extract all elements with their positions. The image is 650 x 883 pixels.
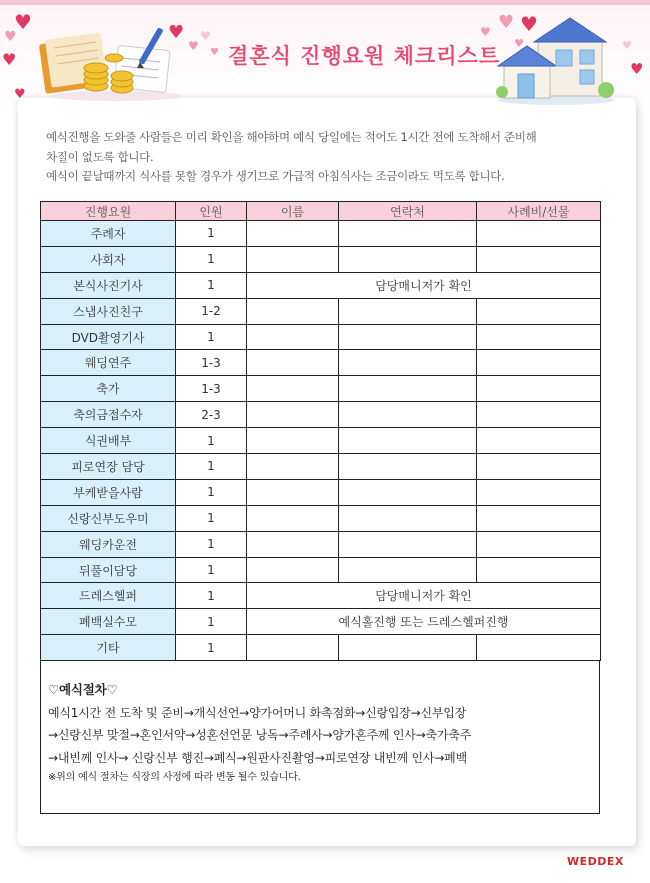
fee-gift-cell[interactable]: [477, 479, 601, 505]
name-cell[interactable]: [247, 635, 339, 661]
note-cell: 예식홀진행 또는 드레스헬퍼진행: [247, 609, 601, 635]
name-cell[interactable]: [247, 324, 339, 350]
fee-gift-cell[interactable]: [477, 428, 601, 454]
heart-icon: ♥: [4, 29, 17, 45]
role-cell: 피로연장 담당: [41, 454, 176, 480]
name-cell[interactable]: [247, 298, 339, 324]
contact-cell[interactable]: [339, 479, 477, 505]
procedure-line: 예식1시간 전 도착 및 준비→개식선언→양가어머니 화촉점화→신랑입장→신부입장: [48, 705, 467, 720]
role-cell: 웨딩연주: [41, 350, 176, 376]
name-cell[interactable]: [247, 454, 339, 480]
contact-cell[interactable]: [339, 557, 477, 583]
name-cell[interactable]: [247, 221, 339, 247]
header-count: 인원: [176, 202, 247, 221]
contact-cell[interactable]: [339, 454, 477, 480]
table-row: [41, 479, 601, 505]
heart-icon: ♥: [200, 29, 211, 43]
fee-gift-cell[interactable]: [477, 402, 601, 428]
name-cell[interactable]: [247, 376, 339, 402]
table-row: [41, 454, 601, 480]
table-row: [41, 531, 601, 557]
role-cell: 부케받을사람: [41, 479, 176, 505]
fee-gift-cell[interactable]: [477, 324, 601, 350]
procedure-line: →신랑신부 맞절→혼인서약→성혼선언문 낭독→주례사→양가혼주께 인사→축가축주: [48, 728, 472, 742]
heart-icon: ♥: [188, 39, 199, 53]
fee-gift-cell[interactable]: [477, 454, 601, 480]
note-cell: 담당매니저가 확인: [247, 583, 601, 609]
table-row: [41, 221, 601, 247]
table-row: [41, 246, 601, 272]
intro-line: 예식이 끝날때까지 식사를 못할 경우가 생기므로 가급적 아침식사는 조금이라도 먹도록 합니다.: [46, 169, 505, 183]
procedure-box: [40, 661, 600, 814]
fee-gift-cell[interactable]: [477, 350, 601, 376]
fee-gift-cell[interactable]: [477, 557, 601, 583]
notebook-coins-icon: [36, 22, 186, 102]
contact-cell[interactable]: [339, 531, 477, 557]
name-cell[interactable]: [247, 531, 339, 557]
heart-icon: ♥: [210, 47, 219, 58]
count-cell: 1: [176, 479, 247, 505]
role-cell: 스냅사진친구: [41, 298, 176, 324]
procedure-line: →내빈께 인사→ 신랑신부 행진→폐식→원판사진촬영→피로연장 내빈께 인사→폐백: [48, 750, 467, 765]
count-cell: 1: [176, 609, 247, 635]
heart-icon: ♥: [14, 87, 26, 102]
count-cell: 1: [176, 454, 247, 480]
contact-cell[interactable]: [339, 246, 477, 272]
header-fee-gift: 사례비/선물: [477, 202, 601, 221]
header-name: 이름: [247, 202, 339, 221]
table-row: [41, 557, 601, 583]
role-cell: 본식사진기사: [41, 272, 176, 298]
contact-cell[interactable]: [339, 298, 477, 324]
table-header-row: [41, 202, 601, 221]
count-cell: 1: [176, 505, 247, 531]
heart-icon: ♥: [14, 10, 32, 34]
fee-gift-cell[interactable]: [477, 505, 601, 531]
table-row: [41, 609, 601, 635]
role-cell: 드레스헬퍼: [41, 583, 176, 609]
table-row: [41, 402, 601, 428]
contact-cell[interactable]: [339, 350, 477, 376]
fee-gift-cell[interactable]: [477, 246, 601, 272]
heart-icon: ♥: [498, 12, 515, 33]
heart-icon: ♥: [2, 50, 17, 69]
role-cell: 뒤풀이담당: [41, 557, 176, 583]
count-cell: 1-3: [176, 350, 247, 376]
count-cell: 1: [176, 531, 247, 557]
page-title: 결혼식 진행요원 체크리스트: [228, 44, 501, 68]
role-cell: 사회자: [41, 246, 176, 272]
role-cell: 주례자: [41, 221, 176, 247]
role-cell: 웨딩카운전: [41, 531, 176, 557]
contact-cell[interactable]: [339, 221, 477, 247]
count-cell: 1: [176, 324, 247, 350]
name-cell[interactable]: [247, 428, 339, 454]
fee-gift-cell[interactable]: [477, 635, 601, 661]
count-cell: 1-2: [176, 298, 247, 324]
table-row: [41, 583, 601, 609]
header-role: 진행요원: [41, 202, 176, 221]
contact-cell[interactable]: [339, 635, 477, 661]
intro-line: 예식진행을 도와줄 사람들은 미리 확인을 해야하며 예식 당일에는 적어도 1시간 전에 도착해서 준비해: [46, 130, 537, 144]
table-row: [41, 324, 601, 350]
fee-gift-cell[interactable]: [477, 376, 601, 402]
count-cell: 1: [176, 635, 247, 661]
name-cell[interactable]: [247, 557, 339, 583]
house-icon: [494, 12, 624, 106]
table-row: [41, 350, 601, 376]
name-cell[interactable]: [247, 350, 339, 376]
table-row: [41, 428, 601, 454]
role-cell: 신랑신부도우미: [41, 505, 176, 531]
fee-gift-cell[interactable]: [477, 298, 601, 324]
count-cell: 1: [176, 557, 247, 583]
name-cell[interactable]: [247, 402, 339, 428]
table-row: [41, 298, 601, 324]
heart-icon: ♥: [514, 37, 524, 50]
heart-icon: ♥: [520, 12, 538, 36]
name-cell[interactable]: [247, 479, 339, 505]
fee-gift-cell[interactable]: [477, 221, 601, 247]
intro-text: [46, 128, 606, 187]
heart-icon: ♥: [168, 22, 185, 43]
count-cell: 1: [176, 246, 247, 272]
count-cell: 1-3: [176, 376, 247, 402]
role-cell: 축의금접수자: [41, 402, 176, 428]
fee-gift-cell[interactable]: [477, 531, 601, 557]
role-cell: 축가: [41, 376, 176, 402]
staff-checklist-table: [40, 201, 601, 661]
brand-logo: WEDDEX: [567, 855, 624, 868]
role-cell: 폐백실수모: [41, 609, 176, 635]
procedure-note: ※위의 예식 절차는 식장의 사정에 따라 변동 될수 있습니다.: [48, 772, 301, 783]
role-cell: 식권배부: [41, 428, 176, 454]
intro-line: 차질이 없도록 합니다.: [46, 149, 154, 164]
role-cell: DVD촬영기사: [41, 324, 176, 350]
table-row: [41, 376, 601, 402]
name-cell[interactable]: [247, 505, 339, 531]
contact-cell[interactable]: [339, 376, 477, 402]
count-cell: 1: [176, 428, 247, 454]
heart-icon: ♥: [622, 39, 632, 52]
table-row: [41, 272, 601, 298]
header-contact: 연락처: [339, 202, 477, 221]
table-body: [41, 221, 601, 661]
count-cell: 1: [176, 583, 247, 609]
contact-cell[interactable]: [339, 505, 477, 531]
heart-icon: ♥: [630, 60, 644, 78]
name-cell[interactable]: [247, 246, 339, 272]
heart-icon: ♥: [480, 25, 491, 39]
table-row: [41, 635, 601, 661]
contact-cell[interactable]: [339, 324, 477, 350]
count-cell: 2-3: [176, 402, 247, 428]
table-row: [41, 505, 601, 531]
note-cell: 담당매니저가 확인: [247, 272, 601, 298]
role-cell: 기타: [41, 635, 176, 661]
count-cell: 1: [176, 272, 247, 298]
contact-cell[interactable]: [339, 428, 477, 454]
procedure-title: ♡예식절차♡: [48, 682, 118, 697]
count-cell: 1: [176, 221, 247, 247]
contact-cell[interactable]: [339, 402, 477, 428]
